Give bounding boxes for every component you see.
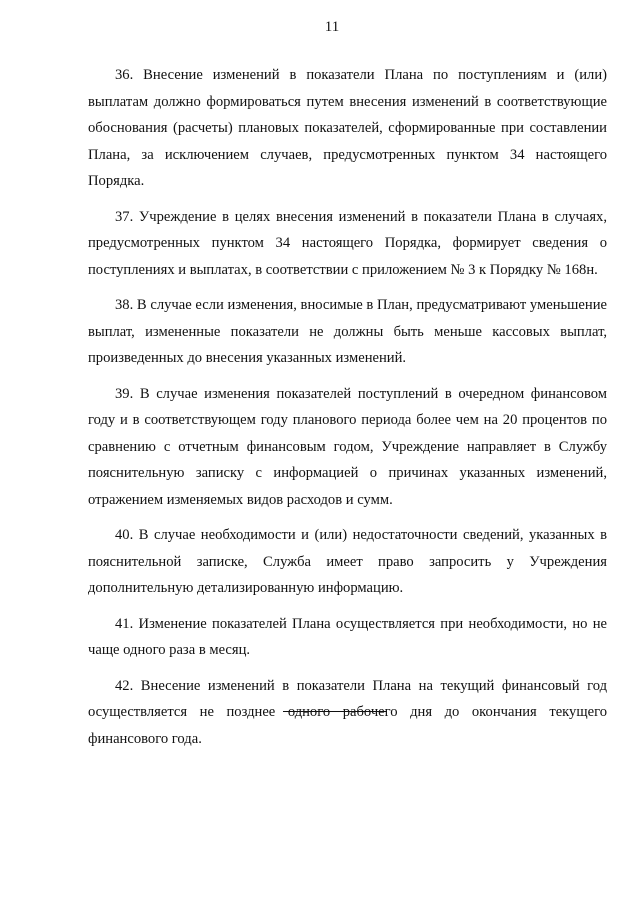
paragraph-41: 41. Изменение показателей Плана осуществляется при необходимости, но не чаще одного раза в месяц. bbox=[88, 615, 607, 658]
page-number: 11 bbox=[324, 19, 340, 35]
paragraph-39: 39. В случае изменения показателей поступлений в очередном финансовом году и в соответствующем году планового периода более чем на 20 процентов по сравнению с отчетным финансовым годом, Учреждение направляет в Службу пояснительную записку с информацией о причинах указанных изменений, отражением изменяемых видов расходов и сумм. bbox=[88, 385, 607, 508]
paragraph-38: 38. В случае если изменения, вносимые в План, предусматривают уменьшение выплат, измененные показатели не должны быть меньше кассовых выплат, произведенных до внесения указанных изменений. bbox=[88, 297, 607, 366]
paragraph-42: 42. Внесение изменений в показатели Плана на текущий финансовый год осуществляется не позднее одного рабочего дня до окончания текущего финансового года. bbox=[88, 677, 607, 747]
paragraph-36: 36. Внесение изменений в показатели Плана по поступлениям и (или) выплатам должно формироваться путем внесения изменений в соответствующие обоснования (расчеты) плановых показателей, сформированные при составлении Плана, за исключением случаев, предусмотренных пунктом 34 настоящего Порядка. bbox=[88, 67, 607, 189]
end-of-text-rule bbox=[283, 711, 387, 712]
paragraph-40: 40. В случае необходимости и (или) недостаточности сведений, указанных в пояснительной записке, Служба имеет право запросить у Учреждения дополнительную детализированную информацию. bbox=[88, 527, 607, 596]
document-body bbox=[88, 62, 607, 761]
paragraph-37: 37. Учреждение в целях внесения изменений в показатели Плана в случаях, предусмотренных пунктом 34 настоящего Порядка, формирует сведения о поступлениях и выплатах, в соответствии с приложением № 3 к Порядку № 168н. bbox=[88, 208, 607, 278]
